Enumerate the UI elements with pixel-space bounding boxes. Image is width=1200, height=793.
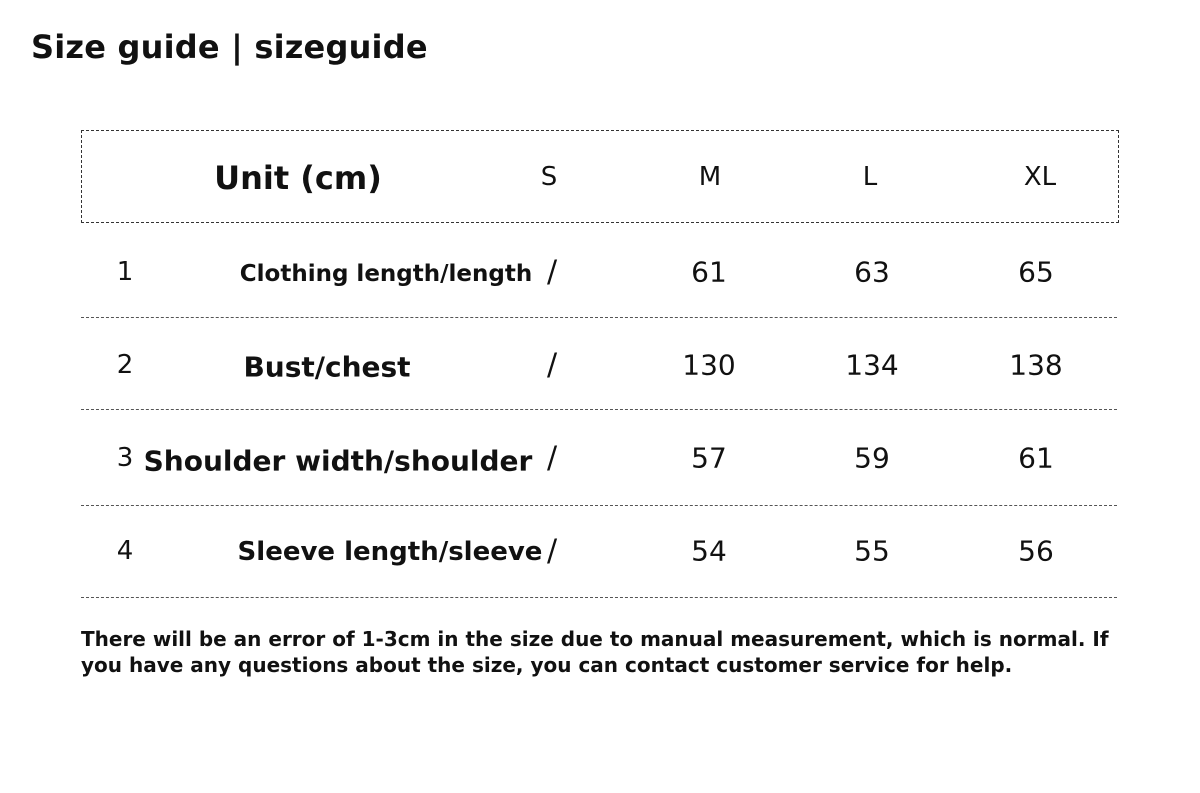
- row-value-m: 54: [691, 534, 727, 568]
- row-value-m: 130: [682, 348, 736, 382]
- row-index: 2: [116, 350, 134, 380]
- page-title: Size guide | sizeguide: [31, 28, 428, 66]
- row-value-m: 61: [691, 255, 727, 289]
- row-index: 3: [116, 443, 134, 473]
- row-value-xl: 65: [1018, 255, 1054, 289]
- unit-header: Unit (cm): [214, 159, 382, 197]
- row-value-s: /: [546, 347, 558, 383]
- row-divider: [81, 597, 1117, 598]
- row-value-l: 134: [845, 348, 899, 382]
- row-divider: [81, 409, 1117, 410]
- row-value-xl: 138: [1009, 348, 1063, 382]
- row-value-l: 63: [854, 255, 890, 289]
- row-value-xl: 56: [1018, 534, 1054, 568]
- row-label: Shoulder width/shoulder: [143, 444, 533, 478]
- row-value-s: /: [546, 254, 558, 290]
- row-label: Sleeve length/sleeve: [237, 537, 543, 567]
- row-divider: [81, 317, 1117, 318]
- measurement-note: There will be an error of 1-3cm in the size due to manual measurement, which is normal. If you have any questions about the size, you can contact customer service for help.: [81, 627, 1109, 677]
- size-header-l: L: [862, 162, 878, 192]
- row-index: 1: [116, 257, 134, 287]
- row-value-l: 59: [854, 441, 890, 475]
- row-divider: [81, 505, 1117, 506]
- size-header-m: M: [698, 162, 722, 192]
- size-header-s: S: [540, 162, 558, 192]
- row-value-m: 57: [691, 441, 727, 475]
- row-value-l: 55: [854, 534, 890, 568]
- size-header-xl: XL: [1023, 162, 1057, 192]
- row-value-s: /: [546, 533, 558, 569]
- row-value-s: /: [546, 440, 558, 476]
- row-value-xl: 61: [1018, 441, 1054, 475]
- row-label: Clothing length/length: [239, 261, 533, 287]
- row-index: 4: [116, 536, 134, 566]
- row-label: Bust/chest: [243, 350, 411, 384]
